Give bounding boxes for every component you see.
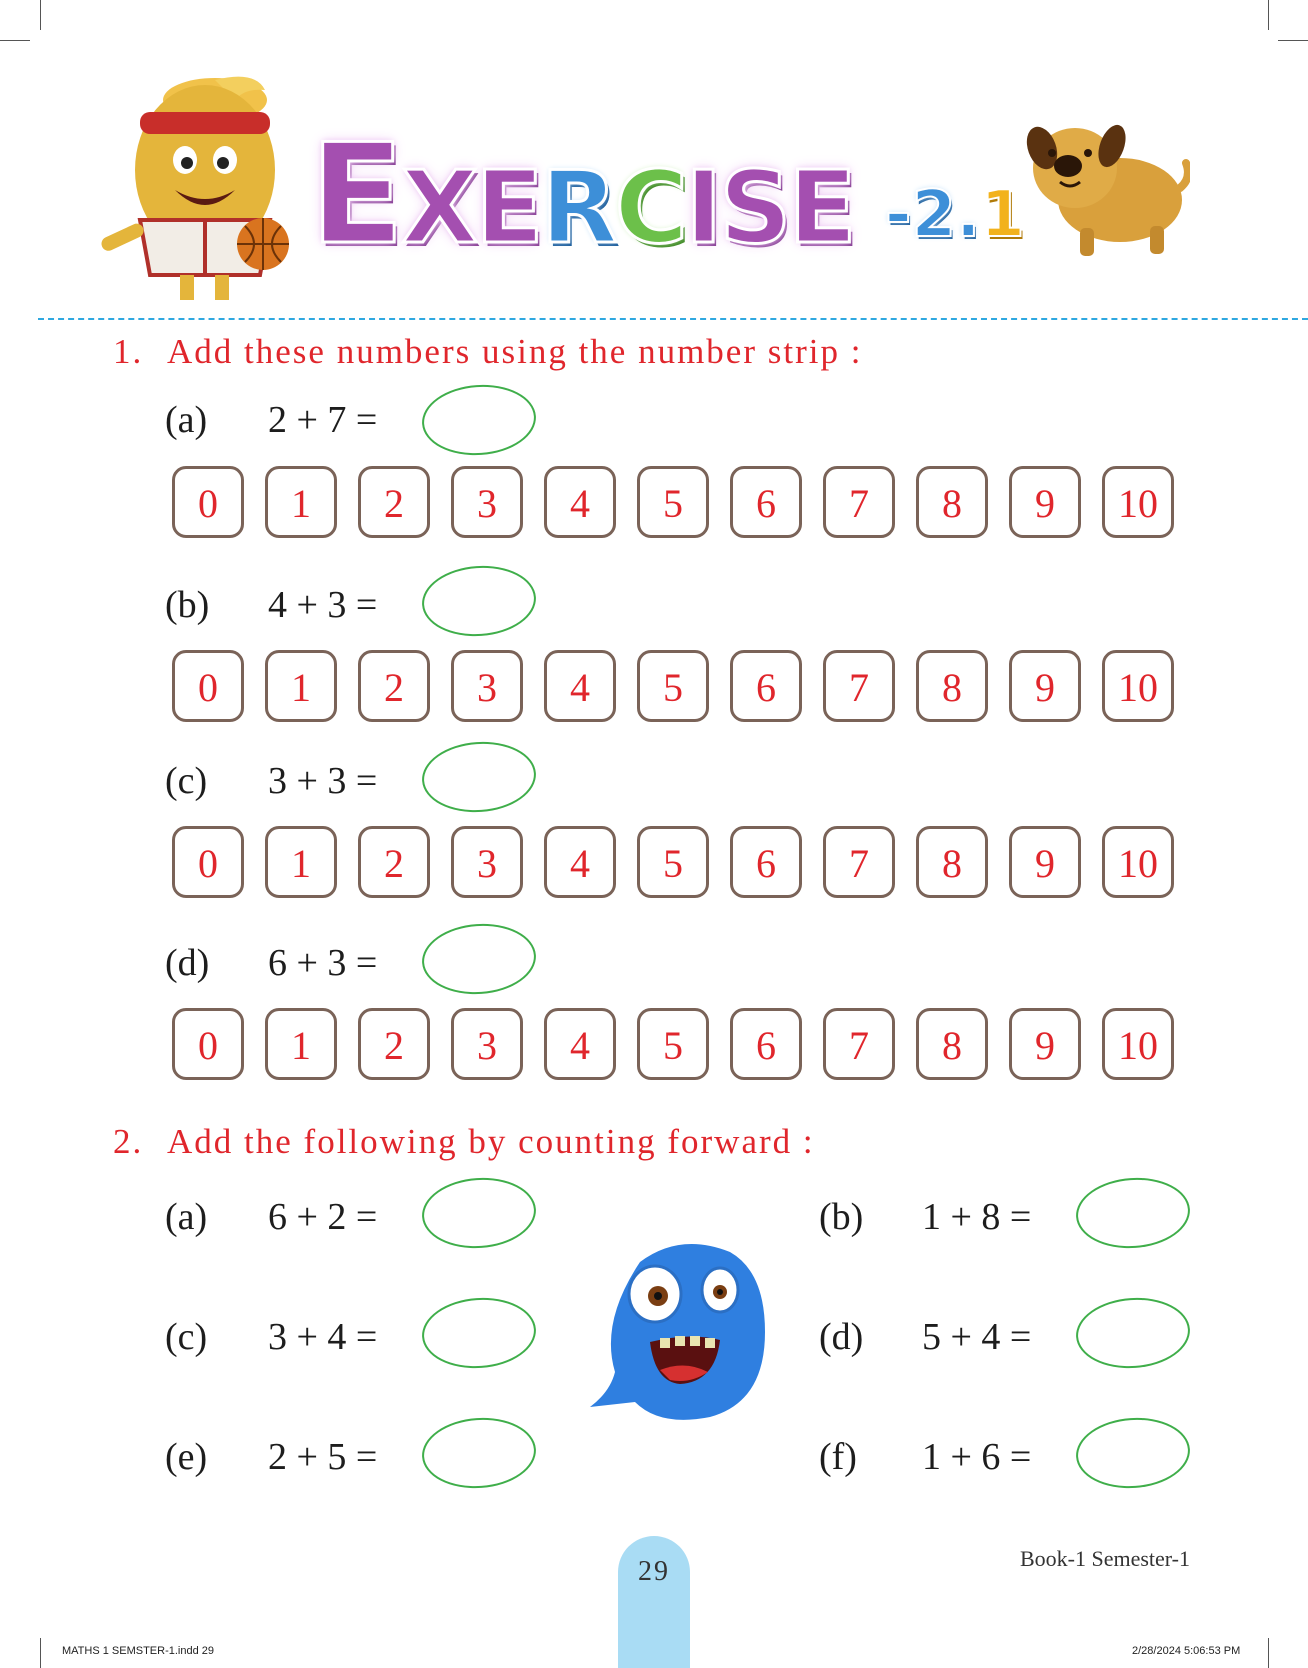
number-box: 5 [637, 650, 709, 722]
problem-label: (d) [819, 1316, 864, 1358]
blue-monster-icon [580, 1232, 780, 1432]
crop-mark [1268, 1638, 1269, 1668]
number-strip [172, 826, 1178, 900]
number-box: 0 [172, 466, 244, 538]
problem-expression: 1 + 8 = [922, 1196, 1032, 1238]
answer-oval[interactable] [420, 738, 539, 816]
print-slug-right: 2/28/2024 5:06:53 PM [1132, 1645, 1241, 1657]
question-number: 1. [113, 332, 144, 371]
problem-expression: 3 + 4 = [268, 1316, 378, 1358]
crop-mark [40, 0, 41, 30]
problem-expression: 2 + 7 = [268, 399, 378, 441]
number-box: 1 [265, 826, 337, 898]
number-box: 2 [358, 826, 430, 898]
problem-label: (b) [819, 1196, 864, 1238]
number-box: 0 [172, 1008, 244, 1080]
question-2-heading [113, 1122, 815, 1162]
number-box: 6 [730, 466, 802, 538]
number-box: 0 [172, 826, 244, 898]
answer-oval[interactable] [1074, 1414, 1193, 1492]
number-box: 4 [544, 650, 616, 722]
problem-label: (a) [165, 1196, 208, 1238]
number-box: 9 [1009, 650, 1081, 722]
answer-oval[interactable] [420, 1294, 539, 1372]
problem-label: (e) [165, 1436, 208, 1478]
number-box: 8 [916, 466, 988, 538]
answer-oval[interactable] [1074, 1294, 1193, 1372]
number-box: 8 [916, 826, 988, 898]
problem-expression: 6 + 2 = [268, 1196, 378, 1238]
crop-mark [40, 1638, 41, 1668]
problem-label: (a) [165, 399, 208, 441]
number-box: 3 [451, 1008, 523, 1080]
number-box: 6 [730, 650, 802, 722]
answer-oval[interactable] [420, 920, 539, 998]
number-box: 9 [1009, 826, 1081, 898]
number-box: 10 [1102, 650, 1174, 722]
number-box: 1 [265, 1008, 337, 1080]
crop-mark [0, 40, 30, 41]
problem-label: (b) [165, 584, 210, 626]
problem-label: (c) [165, 760, 208, 802]
problem-expression: 5 + 4 = [922, 1316, 1032, 1358]
question-instruction: Add these numbers using the number strip : [167, 332, 863, 371]
print-slug-left: MATHS 1 SEMSTER-1.indd 29 [62, 1645, 215, 1657]
number-box: 2 [358, 650, 430, 722]
book-label: Book-1 Semester-1 [1019, 1546, 1190, 1571]
answer-oval[interactable] [1074, 1174, 1193, 1252]
question-instruction: Add the following by counting forward : [167, 1122, 815, 1161]
number-box: 9 [1009, 466, 1081, 538]
number-box: 3 [451, 826, 523, 898]
number-box: 7 [823, 1008, 895, 1080]
number-box: 8 [916, 1008, 988, 1080]
number-strip [172, 466, 1178, 540]
problem-expression: 1 + 6 = [922, 1436, 1032, 1478]
number-box: 3 [451, 650, 523, 722]
exercise-number: -2.1 [885, 178, 1025, 252]
number-box: 5 [637, 466, 709, 538]
number-box: 7 [823, 650, 895, 722]
answer-oval[interactable] [420, 1174, 539, 1252]
section-divider [38, 318, 1308, 320]
answer-oval[interactable] [420, 562, 539, 640]
number-box: 10 [1102, 826, 1174, 898]
number-box: 2 [358, 1008, 430, 1080]
number-box: 2 [358, 466, 430, 538]
number-box: 4 [544, 466, 616, 538]
number-box: 6 [730, 1008, 802, 1080]
number-box: 7 [823, 826, 895, 898]
number-box: 5 [637, 1008, 709, 1080]
crop-mark [1278, 40, 1308, 41]
number-box: 3 [451, 466, 523, 538]
page-number: 29 [638, 1556, 670, 1587]
answer-oval[interactable] [420, 381, 539, 459]
answer-oval[interactable] [420, 1414, 539, 1492]
number-box: 4 [544, 826, 616, 898]
number-box: 5 [637, 826, 709, 898]
question-1-heading [113, 332, 862, 372]
problem-expression: 2 + 5 = [268, 1436, 378, 1478]
number-box: 4 [544, 1008, 616, 1080]
number-box: 10 [1102, 466, 1174, 538]
problem-expression: 3 + 3 = [268, 760, 378, 802]
problem-label: (d) [165, 942, 210, 984]
number-box: 1 [265, 650, 337, 722]
number-box: 8 [916, 650, 988, 722]
number-box: 0 [172, 650, 244, 722]
problem-expression: 6 + 3 = [268, 942, 378, 984]
number-box: 1 [265, 466, 337, 538]
dog-mascot-icon [1020, 118, 1190, 263]
problem-expression: 4 + 3 = [268, 584, 378, 626]
exercise-title: EXERCISE -2.1 [310, 114, 1025, 275]
number-box: 10 [1102, 1008, 1174, 1080]
problem-label: (f) [819, 1436, 857, 1478]
number-box: 9 [1009, 1008, 1081, 1080]
crop-mark [1268, 0, 1269, 30]
question-number: 2. [113, 1122, 144, 1161]
potato-mascot-icon [95, 60, 315, 310]
number-box: 6 [730, 826, 802, 898]
number-strip [172, 1008, 1178, 1082]
problem-label: (c) [165, 1316, 208, 1358]
number-strip [172, 650, 1178, 724]
number-box: 7 [823, 466, 895, 538]
